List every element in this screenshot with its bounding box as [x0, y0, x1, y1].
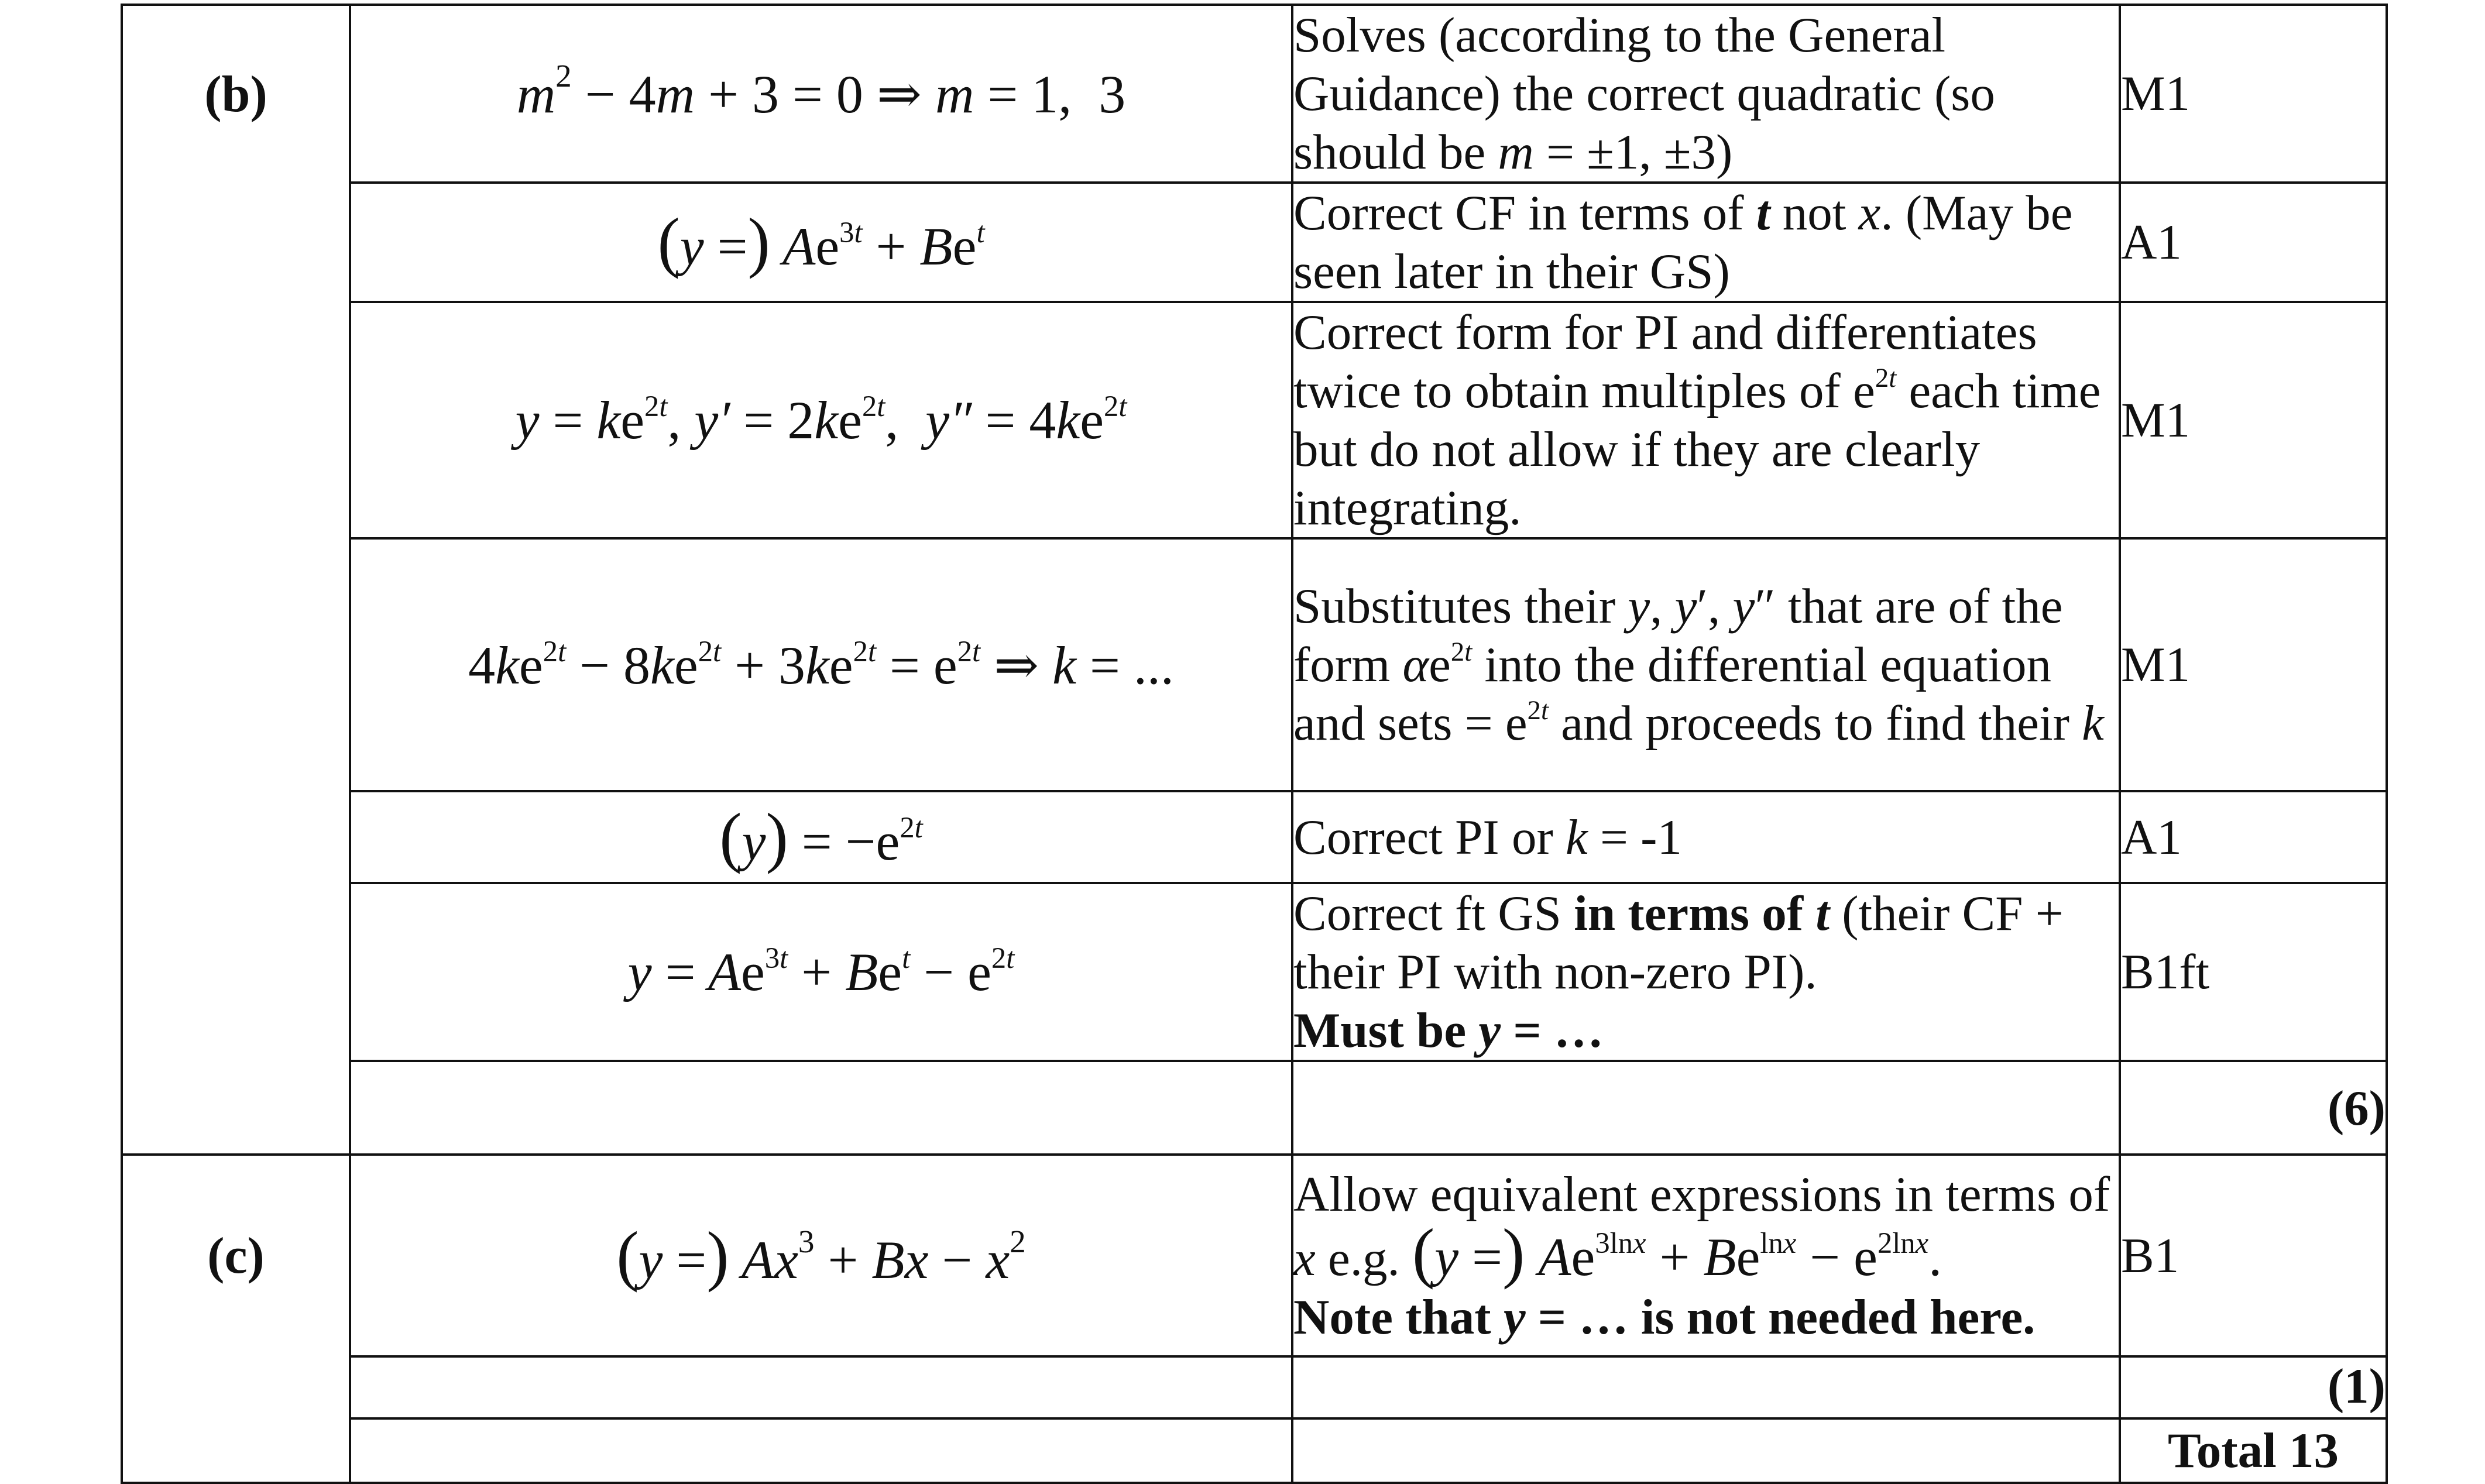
equation-gs: $y = Ae^{3t} + Be^t - e^{2t}$ [627, 942, 1015, 1002]
note-correct-cf: Correct CF in terms of t not x. (May be seen later in their GS) [1293, 186, 2073, 299]
notes-cell [1292, 791, 2120, 883]
total-row [122, 1418, 2387, 1483]
equation-cell [350, 791, 1292, 883]
part-spacer [122, 1061, 350, 1155]
empty-cell [350, 1061, 1292, 1155]
notes-cell [1292, 183, 2120, 302]
part-spacer [122, 183, 350, 302]
note-substitutes: Substitutes their y, y′, y″ that are of the form $\alpha e^{2t}$ into the differential equation and sets = $e^{2t}$ and proceeds to find their k [1293, 579, 2104, 751]
equation-pi-value: $(y) = -e^{2t}$ [719, 799, 923, 874]
notes-cell [1292, 302, 2120, 538]
part-spacer [122, 791, 350, 883]
part-spacer [122, 1356, 350, 1418]
equation-cf: (y =) $Ae^{3t} + Be^t$ [657, 205, 985, 279]
equation-cell [350, 538, 1292, 791]
subtotal-c: (1) [2120, 1356, 2387, 1418]
equation-pi-form: $y = ke^{2t}$, $y' = 2ke^{2t}$, $y'' = 4ke^{2t}$ [515, 390, 1127, 450]
empty-cell [350, 1356, 1292, 1418]
equation-substitution: $4ke^{2t} - 8ke^{2t} + 3ke^{2t} = e^{2t}$ ⇒ k = ... [468, 634, 1174, 695]
table-row [122, 1155, 2387, 1356]
table-row [122, 791, 2387, 883]
subtotal-row [122, 1356, 2387, 1418]
part-spacer [122, 883, 350, 1061]
note-correct-pi: Correct PI or k = -1 [1293, 809, 1682, 865]
part-spacer [122, 1418, 350, 1483]
part-spacer [122, 302, 350, 538]
mark-cell: A1 [2120, 183, 2387, 302]
notes-cell [1292, 1155, 2120, 1356]
empty-cell [1292, 1356, 2120, 1418]
empty-cell [350, 1418, 1292, 1483]
mark-cell: B1ft [2120, 883, 2387, 1061]
table-row [122, 302, 2387, 538]
mark-cell: M1 [2120, 5, 2387, 183]
equation-x-form: (y =) $Ax^3 + Bx - x^2$ [616, 1218, 1026, 1293]
note-correct-gs: Correct ft GS in terms of t (their CF + their PI with non-zero PI). Must be y = … [1293, 886, 2064, 1058]
equation-cell [350, 183, 1292, 302]
part-label-b: (b) [122, 5, 350, 183]
equation-cell [350, 1155, 1292, 1356]
equation-cell [350, 883, 1292, 1061]
subtotal-b: (6) [2120, 1061, 2387, 1155]
subtotal-row [122, 1061, 2387, 1155]
notes-cell [1292, 883, 2120, 1061]
equation-cell [350, 5, 1292, 183]
mark-cell: B1 [2120, 1155, 2387, 1356]
note-equivalent-expressions: Allow equivalent expressions in terms of x e.g. (y =) $Ae^{3lnx} + Be^{lnx} - e^{2lnx}$. Note that y = … is not needed here. [1293, 1166, 2110, 1345]
notes-cell [1292, 538, 2120, 791]
table-row [122, 538, 2387, 791]
notes-cell [1292, 5, 2120, 183]
part-label-c: (c) [122, 1155, 350, 1356]
table-row [122, 5, 2387, 183]
empty-cell [1292, 1061, 2120, 1155]
note-solves-quadratic: Solves (according to the General Guidance) the correct quadratic (so should be m = ±1, ±3) [1293, 8, 1995, 180]
table-row [122, 183, 2387, 302]
mark-cell: M1 [2120, 538, 2387, 791]
table-row [122, 883, 2387, 1061]
note-pi-differentiates: Correct form for PI and differentiates twice to obtain multiples of $e^{2t}$ each time but do not allow if they are clearly integrating. [1293, 305, 2101, 535]
mark-cell: M1 [2120, 302, 2387, 538]
empty-cell [1292, 1418, 2120, 1483]
grand-total: Total 13 [2120, 1418, 2387, 1483]
part-spacer [122, 538, 350, 791]
mark-cell: A1 [2120, 791, 2387, 883]
equation-m-quadratic: $m^2 - 4m + 3 = 0$ ⇒ m = 1, 3 [516, 57, 1126, 124]
mark-scheme-table [121, 4, 2388, 1484]
equation-cell [350, 302, 1292, 538]
